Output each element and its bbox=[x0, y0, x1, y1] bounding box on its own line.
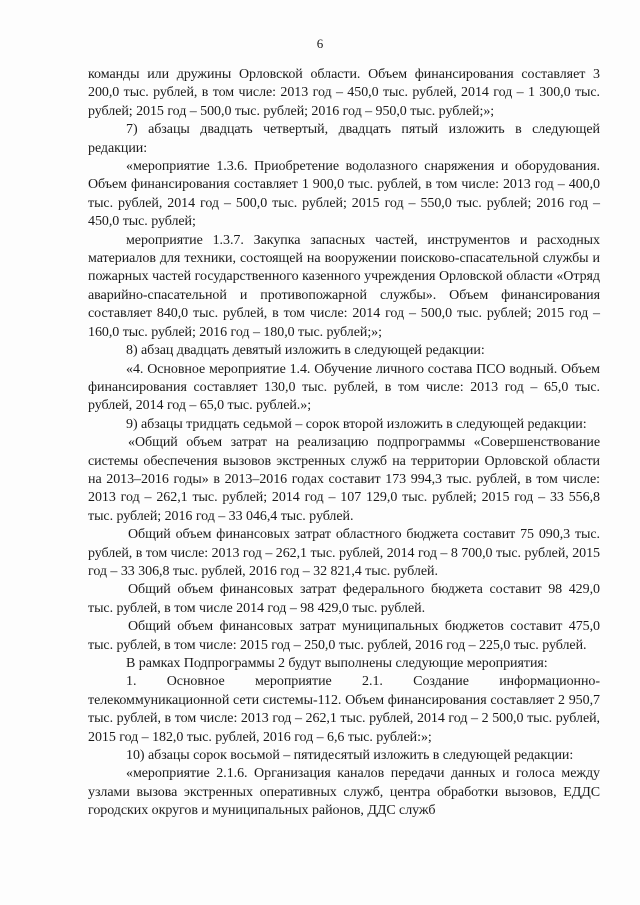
paragraph-10: Общий объем финансовых затрат федерального бюджета составит 98 429,0 тыс. рублей, в том числе 2014 год – 98 429,0 тыс. рублей. bbox=[88, 582, 600, 616]
paragraph-8: «Общий объем затрат на реализацию подпрограммы «Совершенствование системы обеспечения вызовов экстренных служб на территории Орловской области на 2013–2016 годы» в 2013–2016 годах составит 173 994,3 тыс. рублей, в том числе: 2013 год – 262,1 тыс. рублей; 2014 год – 107 129,0 тыс. рублей; 2015 год – 33 556,8 тыс. рублей; 2016 год – 33 046,4 тыс. рублей. bbox=[88, 435, 600, 524]
page-number: 6 bbox=[316, 36, 324, 51]
paragraph-14: 10) абзацы сорок восьмой – пятидесятый изложить в следующей редакции: bbox=[126, 748, 574, 764]
paragraph-13: 1. Основное мероприятие 2.1. Создание информационно-телекоммуникационной сети системы-112. Объем финансирования составляет 2 950,7 тыс. рублей, в том числе: 2013 год – 262,1 тыс. рублей, 2014 год – 2 500,0 тыс. рублей, 2015 год – 182,0 тыс. рублей, 2016 год – 6,6 тыс. рублей:»; bbox=[88, 674, 600, 745]
paragraph-9: Общий объем финансовых затрат областного бюджета составит 75 090,3 тыс. рублей, в том числе: 2013 год – 262,1 тыс. рублей, 2014 год – 8 700,0 тыс. рублей, 2015 год – 33 306,8 тыс. рублей, 2016 год – 32 821,4 тыс. рублей. bbox=[88, 527, 600, 579]
paragraph-2: 7) абзацы двадцать четвертый, двадцать пятый изложить в следующей редакции: bbox=[88, 122, 600, 156]
paragraph-12: В рамках Подпрограммы 2 будут выполнены следующие мероприятия: bbox=[126, 656, 548, 671]
paragraph-15: «мероприятие 2.1.6. Организация каналов передачи данных и голоса между узлами вызова экстренных оперативных служб, центра обработки вызовов, ЕДДС городских округов и муниципальных районов, ДДС служб bbox=[88, 766, 600, 819]
document-body bbox=[88, 66, 600, 821]
paragraph-5: 8) абзац двадцать девятый изложить в следующей редакции: bbox=[126, 343, 485, 359]
paragraph-6: «4. Основное мероприятие 1.4. Обучение личного состава ПСО водный. Объем финансирования составляет 130,0 тыс. рублей, в том числе: 2013 год – 65,0 тыс. рублей, 2014 год – 65,0 тыс. рублей.»; bbox=[88, 361, 600, 414]
paragraph-7: 9) абзацы тридцать седьмой – сорок второй изложить в следующей редакции: bbox=[126, 416, 587, 432]
paragraph-1: команды или дружины Орловской области. Объем финансирования составляет 3 200,0 тыс. рублей, в том числе: 2013 год – 450,0 тыс. рублей, 2014 год – 1 300,0 тыс. рублей; 2015 год – 500,0 тыс. рублей; 2016 год – 950,0 тыс. рублей;»; bbox=[88, 67, 600, 119]
paragraph-11: Общий объем финансовых затрат муниципальных бюджетов составит 475,0 тыс. рублей, в том числе: 2015 год – 250,0 тыс. рублей, 2016 год – 225,0 тыс. рублей. bbox=[88, 619, 600, 653]
paragraph-3: «мероприятие 1.3.6. Приобретение водолазного снаряжения и оборудования. Объем финансирования составляет 1 900,0 тыс. рублей, в том числе: 2013 год – 400,0 тыс. рублей, 2014 год – 500,0 тыс. рублей; 2015 год – 550,0 тыс. рублей; 2016 год – 450,0 тыс. рублей; bbox=[88, 159, 600, 230]
paragraph-4: мероприятие 1.3.7. Закупка запасных частей, инструментов и расходных материалов для техники, состоящей на вооружении поисково-спасательной службы и пожарных частей государственного казенного учреждения Орловской области «Отряд аварийно-спасательной и противопожарной службы». Объем финансирования составляет 840,0 тыс. рублей, в том числе: 2014 год – 500,0 тыс. рублей; 2015 год – 160,0 тыс. рублей; 2016 год – 180,0 тыс. рублей;»; bbox=[88, 232, 600, 340]
